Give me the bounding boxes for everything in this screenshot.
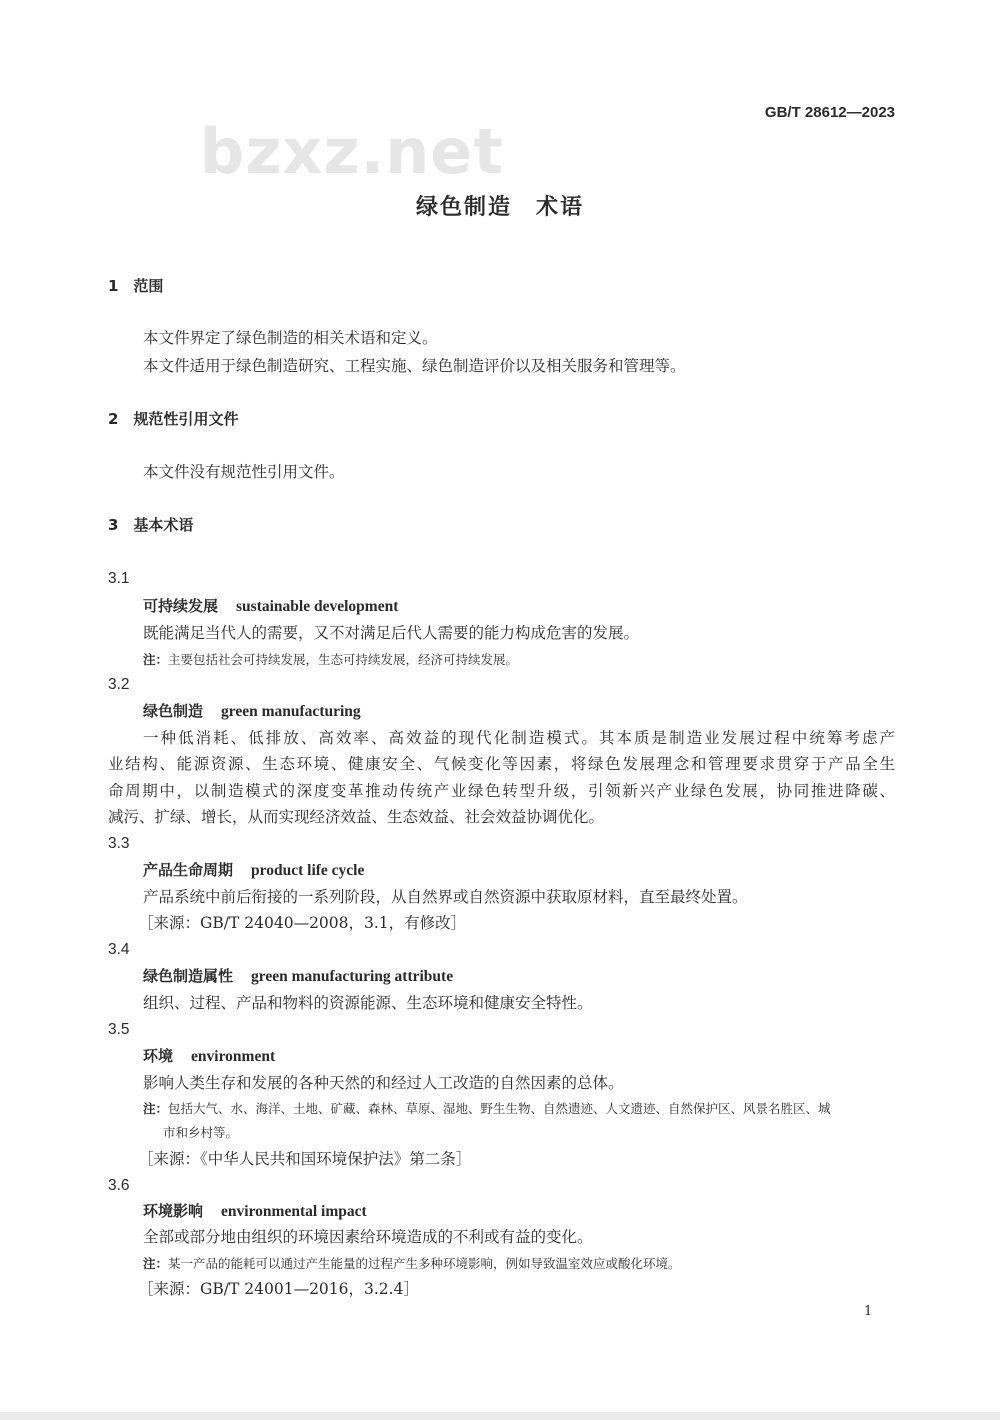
term-zh: 绿色制造 — [143, 702, 204, 720]
section-3-heading: 3 基本术语 — [108, 516, 194, 534]
standard-number: GB/T 28612—2023 — [764, 104, 895, 121]
term-zh: 产品生命周期 — [143, 861, 234, 879]
term-number: 3.1 — [108, 570, 130, 587]
term-number: 3.6 — [108, 1177, 130, 1194]
term-number: 3.5 — [108, 1021, 130, 1038]
note-text: 市和乡村等。 — [163, 1125, 239, 1140]
term-zh: 环境影响 — [143, 1202, 204, 1220]
term-en: green manufacturing — [221, 703, 361, 720]
term-en: product life cycle — [251, 862, 365, 879]
term-title — [143, 1201, 367, 1222]
paragraph: 本文件适用于绿色制造研究、工程实施、绿色制造评价以及相关服务和管理等。 — [143, 357, 686, 375]
note-label: 注： — [143, 652, 169, 667]
term-note — [143, 1254, 681, 1274]
term-title — [143, 860, 364, 881]
note-text: 某一产品的能耗可以通过产生能量的过程产生多种环境影响，例如导致温室效应或酸化环境。 — [168, 1256, 681, 1271]
term-source: ［来源：《中华人民共和国环境保护法》第二条］ — [138, 1150, 472, 1168]
term-en: green manufacturing attribute — [251, 968, 454, 985]
term-definition: 产品系统中前后衔接的一系列阶段，从自然界或自然资源中获取原材料，直至最终处置。 — [143, 888, 748, 906]
term-zh: 环境 — [143, 1047, 174, 1065]
term-definition: 业结构、能源资源、生态环境、健康安全、气候变化等因素，将绿色发展理念和管理要求贯穿于产品全生 — [108, 755, 895, 773]
term-definition: 既能满足当代人的需要，又不对满足后代人需要的能力构成危害的发展。 — [143, 624, 640, 642]
term-title — [143, 966, 453, 987]
term-en: environment — [191, 1048, 276, 1065]
term-definition: 减污、扩绿、增长，从而实现经济效益、生态效益、社会效益协调优化。 — [108, 808, 605, 826]
note-label: 注： — [143, 1101, 169, 1116]
page-bottom-edge — [0, 1412, 1000, 1420]
term-title — [143, 596, 398, 617]
term-source: ［来源：GB/T 24040—2008，3.1，有修改］ — [138, 914, 467, 932]
term-source: ［来源：GB/T 24001—2016，3.2.4］ — [138, 1280, 419, 1298]
term-number: 3.3 — [108, 835, 130, 852]
term-en: sustainable development — [236, 598, 399, 615]
section-1-heading: 1 范围 — [108, 277, 164, 295]
paragraph: 本文件界定了绿色制造的相关术语和定义。 — [143, 329, 438, 347]
note-text: 包括大气、水、海洋、土地、矿藏、森林、草原、湿地、野生生物、自然遗迹、人文遗迹、自然保护区、风景名胜区、城 — [168, 1101, 831, 1116]
document-title: 绿色制造 术语 — [415, 195, 584, 220]
page-number: 1 — [864, 1304, 873, 1319]
term-definition: 一种低消耗、低排放、高效率、高效益的现代化制造模式。其本质是制造业发展过程中统筹考虑产 — [143, 729, 895, 747]
paragraph: 本文件没有规范性引用文件。 — [143, 463, 345, 481]
note-text: 主要包括社会可持续发展，生态可持续发展，经济可持续发展。 — [168, 652, 519, 667]
term-title — [143, 1046, 275, 1067]
term-definition: 组织、过程、产品和物料的资源能源、生态环境和健康安全特性。 — [143, 994, 593, 1012]
term-definition: 影响人类生存和发展的各种天然的和经过人工改造的自然因素的总体。 — [143, 1074, 624, 1092]
term-note — [143, 1099, 831, 1119]
watermark: bzxz.net — [200, 115, 504, 188]
term-definition: 命周期中，以制造模式的深度变革推动传统产业绿色转型升级，引领新兴产业绿色发展，协同推进降碳、 — [108, 782, 895, 800]
term-note — [143, 650, 518, 670]
term-zh: 可持续发展 — [143, 597, 219, 615]
term-en: environmental impact — [221, 1203, 367, 1220]
term-definition: 全部或部分地由组织的环境因素给环境造成的不利或有益的变化。 — [143, 1228, 593, 1246]
term-number: 3.4 — [108, 941, 130, 958]
note-label: 注： — [143, 1256, 169, 1271]
term-zh: 绿色制造属性 — [143, 967, 234, 985]
term-title — [143, 701, 361, 722]
term-number: 3.2 — [108, 676, 130, 693]
section-2-heading: 2 规范性引用文件 — [108, 410, 239, 428]
